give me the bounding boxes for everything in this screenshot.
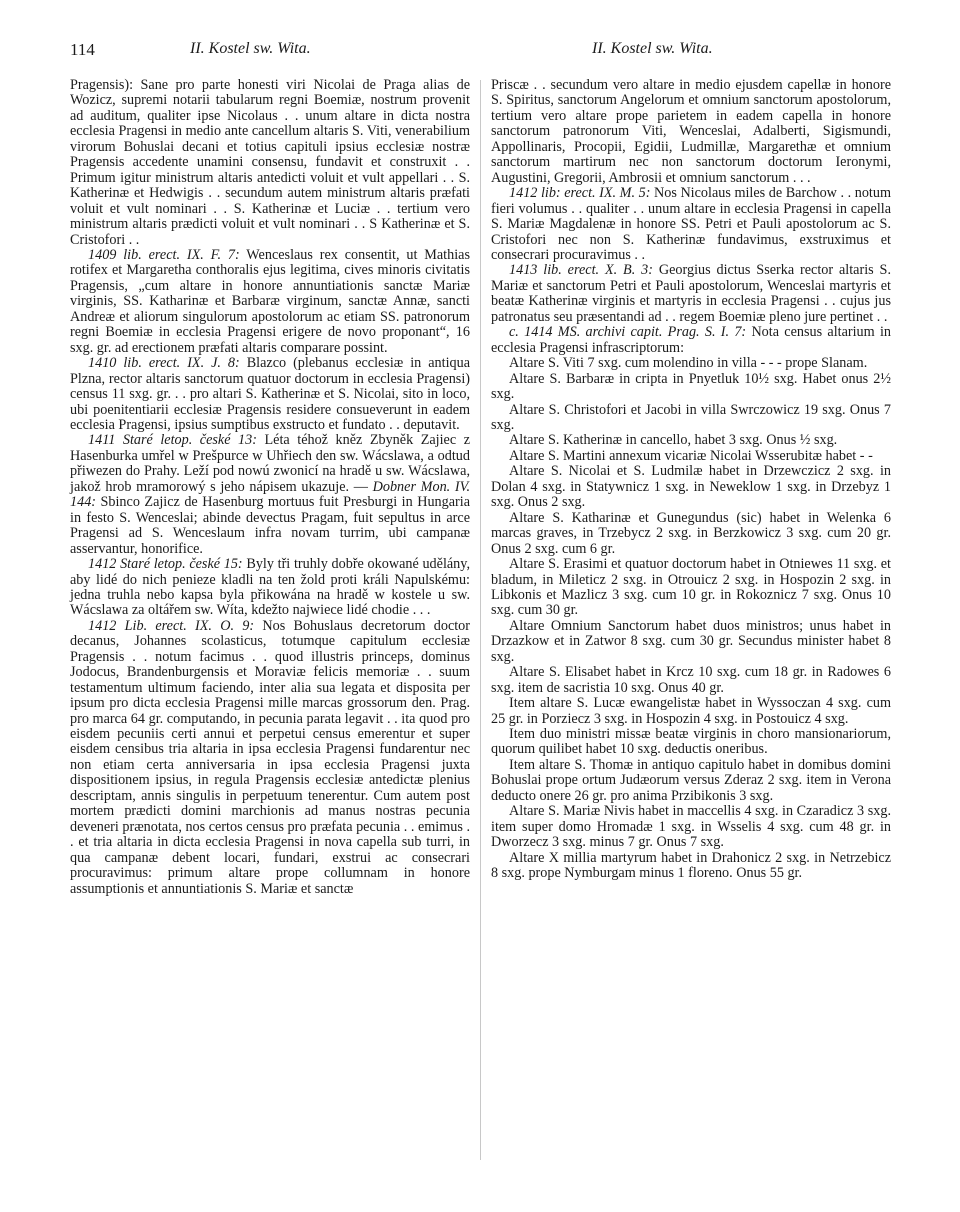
source-reference: 1410 lib. erect. IX. J. 8: [88, 355, 240, 372]
list-item: Altare S. Elisabet habet in Krcz 10 sxg. cum 18 gr. in Radowes 6 sxg. item de sacristia 10 sxg. Onus 40 gr. [491, 664, 891, 696]
list-item: Altare X millia martyrum habet in Drahonicz 2 sxg. in Netrzebicz 8 sxg. prope Nymburgam minus 1 floreno. Onus 55 gr. [491, 849, 891, 882]
list-item: Altare S. Barbaræ in cripta in Pnyetluk 10½ sxg. Habet onus 2½ sxg. [491, 370, 891, 403]
source-reference: c. 1414 MS. archivi capit. Prag. S. I. 7: [509, 324, 747, 341]
list-item: Altare S. Viti 7 sxg. cum molendino in villa - - - prope Slanam. [509, 355, 868, 372]
column-divider [480, 80, 481, 1160]
list-item: Altare S. Martini annexum vicariæ Nicolai Wsserubitæ habet - - [509, 447, 873, 464]
paragraph: 1412 lib: erect. IX. M. 5: Nos Nicolaus miles de Barchow . . notum fieri volumus . . qualiter . . unum altare in ecclesia Pragensi in capella S. Mariæ Magdalenæ in honore SS. Petri et Pauli apostolorum ac S. Cristofori nec non S. Katherinæ fundavimus, exstruximus et consecrari procuravimus . . [491, 185, 891, 263]
list-item: Altare S. Mariæ Nivis habet in maccellis 4 sxg. in Czaradicz 3 sxg. item super domo Hromadæ 1 sxg. in Wsselis 4 sxg. cum 48 gr. in Dworzecz 3 sxg. minus 7 gr. Onus 7 sxg. [491, 803, 891, 851]
paragraph: Pragensis): Sane pro parte honesti viri Nicolai de Praga alias de Wozicz, supremi notarii tabularum regni Boemiæ, nostrum provenit ad auditum, qualiter ipse Nicolaus . . unum altare in dicta nostra ecclesia Pragensi in medio ante cancellum altaris S. Viti, venerabilium virorum Bohuslai decani et totius capituli ipsius ecclesiæ nostræ Pragensis accedente unamini consensu, fundavit et construxit . . Primum igitur ministrum altaris antedicti voluit et vult appellari . . S. Katherinæ et Hedwigis . . secundum autem ministrum altaris præfati voluit et vult nominari . . S. Katherinæ et Luciæ . . tertium vero ministrum altaris prædicti voluit et vult nominari . . S Katherinæ et S. Cristofori . . [70, 77, 470, 248]
left-column [70, 78, 470, 897]
list-item: Altare S. Erasimi et quatuor doctorum habet in Otniewes 11 sxg. et bladum, in Mileticz 2 sxg. in Otrouicz 2 sxg. in Hospozin 2 sxg. in Libkonis et Mazlicz 3 sxg. cum 10 gr. in Rokoznicz 7 sxg. Onus 10 sxg. cum 30 gr. [491, 556, 891, 619]
source-reference: 1412 Lib. erect. IX. O. 9: [88, 617, 255, 634]
paragraph: 1409 lib. erect. IX. F. 7: Wenceslaus rex consentit, ut Mathias rotifex et Margaretha conthoralis ejus legitima, cives minoris civitatis Pragensis, „cum altare in honore annuntiationis sanctæ Mariæ virginis, SS. Katharinæ et Barbaræ virginum, sanctæ Annæ, sancti Andreæ et aliorum singulorum apostolorum ac etiam SS. patronorum regni Boemiæ in ecclesia Pragensi erigere de novo proponant“, 16 sxg. gr. ad erectionem præfati altaris comparare possint. [70, 246, 470, 356]
list-item: Altare S. Katharinæ et Gunegundus (sic) habet in Welenka 6 marcas graves, in Trzebycz 2 sxg. in Berzkowicz 3 sxg. cum 20 gr. Onus 2 sxg. cum 6 gr. [491, 509, 891, 557]
paragraph: 1411 Staré letop. české 13: Léta téhož kněz Zbyněk Zajiec z Hasenburka umřel w Prešpurce w Uhřiech den sw. Wácslawa, a odtud přiwezen do Prahy. Leží pod nowú zwonicí na hradě u sw. Wácslawa, jakož hrob mramorowý s jeho nápisem ukazuje. — Dobner Mon. IV. 144: Sbinco Zajicz de Hasenburg mortuus fuit Presburgi in Hungaria in festo S. Wenceslai; abinde devectus Pragam, fuit sepultus in arce Pragensi ad S. Wenceslaum infra novam turrim, ubi campanæ asservantur, honorifice. [70, 432, 470, 557]
source-reference: 1412 Staré letop. české 15: [88, 556, 243, 573]
list-item: Item altare S. Thomæ in antiquo capitulo habet in domibus domini Bohuslai prope ortum Judæorum versus Zderaz 2 sxg. item in Verona deducto onere 26 gr. pro anima Przibikonis 3 sxg. [491, 756, 891, 804]
list-item: Altare S. Christofori et Jacobi in villa Swrczowicz 19 sxg. Onus 7 sxg. [491, 401, 891, 433]
paragraph: 1413 lib. erect. X. B. 3: Georgius dictus Sserka rector altaris S. Mariæ et sanctorum Petri et Pauli apostolorum, Wenceslai martyris et beatæ Katherinæ virginis et martyris in ecclesia Pragensi . . cujus jus patronatus seu præsentandi ad . . regem Boemiæ pleno jure pertinet . . [491, 262, 891, 325]
paragraph: c. 1414 MS. archivi capit. Prag. S. I. 7: Nota census altarium in ecclesia Pragensi infrascriptorum: [491, 324, 891, 356]
source-reference: Dobner Mon. IV. 144: [70, 478, 470, 511]
source-reference: 1411 Staré letop. české 13: [88, 432, 257, 449]
list-item: Altare S. Nicolai et S. Ludmilæ habet in Drzewczicz 2 sxg. in Dolan 4 sxg. in Statywnicz 1 sxg. in Neweklow 1 sxg. in Drzebyz 1 sxg. Onus 2 sxg. [491, 463, 891, 511]
list-item: Altare Omnium Sanctorum habet duos ministros; unus habet in Drzazkow et in Zatwor 8 sxg. cum 30 gr. Secundus minister habet 8 sxg. [491, 617, 891, 665]
paragraph: 1410 lib. erect. IX. J. 8: Blazco (plebanus ecclesiæ in antiqua Plzna, rector altaris sanctorum quatuor doctorum in ecclesia Pragensi) census 11 sxg. gr. . . pro altari S. Katherinæ et S. Nicolai, sito in loco, ubi poenitentiarii ecclesiæ Pragensis residere consueverunt in eadem ecclesia Pragensi, ipsius sumptibus exstructo et fundato . . deputavit. [70, 355, 470, 433]
source-reference: 1412 lib: erect. IX. M. 5: [509, 185, 651, 202]
page-header [70, 40, 890, 64]
list-item: Item duo ministri missæ beatæ virginis in choro mansionariorum, quorum quilibet habet 10 sxg. deductis oneribus. [491, 726, 891, 758]
right-column [491, 78, 891, 882]
list-item: Altare S. Katherinæ in cancello, habet 3 sxg. Onus ½ sxg. [509, 432, 838, 449]
running-head-left: II. Kostel sw. Wita. [190, 40, 311, 57]
list-item: Item altare S. Lucæ ewangelistæ habet in Wyssoczan 4 sxg. cum 25 gr. in Porziecz 3 sxg. in Hospozin 4 sxg. in Postouicz 4 sxg. [491, 695, 891, 727]
source-reference: 1409 lib. erect. IX. F. 7: [88, 246, 240, 263]
paragraph: 1412 Staré letop. české 15: Byly tři truhly dobře okowané udělány, aby lidé do nich penieze kladli na ten žold proti králi Napulskému: jedna truhla nebo kapsa byla přikowána na hradě w kostele u sw. Wácslawa za oltářem sw. Wíta, kdežto najwiece lidé chodie . . . [70, 556, 470, 619]
running-head-right: II. Kostel sw. Wita. [592, 40, 713, 57]
page-number: 114 [70, 40, 95, 59]
paragraph: Priscæ . . secundum vero altare in medio ejusdem capellæ in honore S. Spiritus, sanctorum Angelorum et omnium sanctorum apostolorum, tertium vero altare prope parietem in eadem capella in honore sanctorum patronorum Viti, Wenceslai, Adalberti, Sigismundi, Appollinaris, Procopii, Egidii, Ludmillæ, Margarethæ et omnium sanctorum martirum nec non sanctorum doctorum Ieronymi, Augustini, Gregorii, Ambrosii et omnium sanctorum . . . [491, 77, 891, 186]
paragraph: 1412 Lib. erect. IX. O. 9: Nos Bohuslaus decretorum doctor decanus, Johannes scolasticus, totumque capitulum ecclesiæ Pragensis . . notum facimus . . quod illustris princeps, dominus Jodocus, Brandenburgensis et Moraviæ felicis memoriæ . . suum testamentum ultimum faciendo, inter alia sua legata et disposita per ipsum pro dicta ecclesia Pragensi mille marcas grossorum den. Prag. pro marca 64 gr. computando, in pecunia parata legavit . . ita quod pro eisdem pecuniis certi annui et perpetui census emerentur et super eisdem censibus tria altaria in ipsa ecclesia Pragensi fundarentur nec non etiam certa anniversaria in ipsa ecclesia Pragensi juxta dispositionem ipsius, in regula Pragensis ecclesiæ antedictæ plenius descriptam, annis singulis in perpetuum tenerentur. Cum autem post mortem prædicti domini marchionis ad manus nostras pecunia deveneri prænotata, nos certos census pro præfata pecunia . . emimus . . et tria altaria in dicta ecclesia Pragensi in nova capella sub turri, in qua campanæ debent locari, fundari, exstrui ac consecrari procuravimus: primum altare prope collumnam in honore assumptionis et annuntiationis S. Mariæ et sanctæ [70, 617, 470, 897]
source-reference: 1413 lib. erect. X. B. 3: [509, 262, 653, 279]
